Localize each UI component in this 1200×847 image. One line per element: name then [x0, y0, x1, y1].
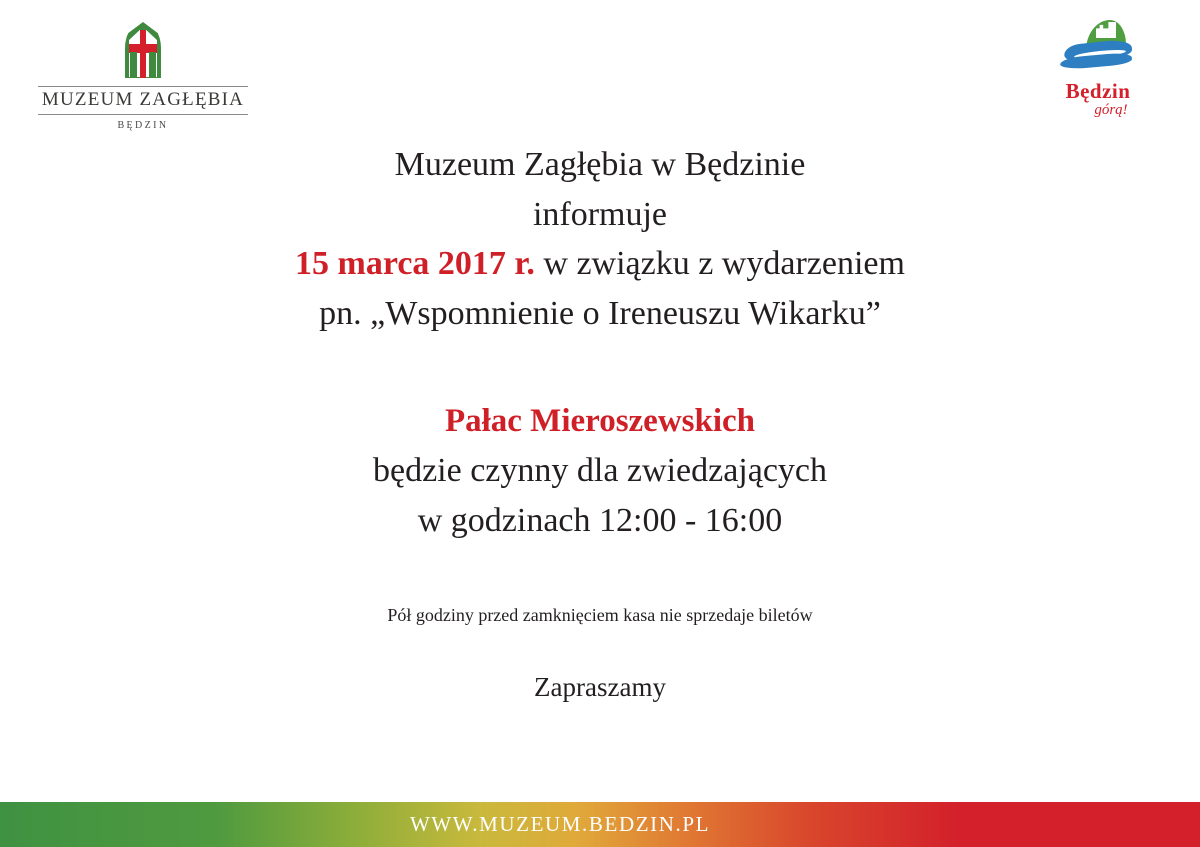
bedzin-castle-hill-icon [1056, 20, 1140, 78]
announcement-body [0, 140, 1200, 703]
website-url[interactable]: WWW.MUZEUM.BEDZIN.PL [409, 812, 711, 836]
museum-logo-city: BĘDZIN [117, 119, 169, 131]
spacer [0, 339, 1200, 397]
venue-name: Pałac Mieroszewskich [444, 402, 756, 439]
announcement-hours: w godzinach 12:00 - 16:00 [417, 501, 783, 539]
announcement-line-2: informuje [532, 195, 668, 233]
footer-bar [0, 802, 1200, 847]
gothic-window-icon-column-left [130, 52, 137, 78]
city-logo-slogan: górą! [1094, 102, 1128, 118]
gothic-window-icon [116, 22, 170, 80]
museum-logo [38, 22, 248, 131]
ticket-office-note: Pół godziny przed zamknięciem kasa nie sprzedaje biletów [387, 605, 813, 626]
gothic-window-icon-column-right [149, 52, 156, 78]
announcement-line-4: pn. „Wspomnienie o Ireneuszu Wikarku” [319, 294, 881, 332]
announcement-line-3-rest: w związku z wydarzeniem [534, 245, 905, 283]
museum-logo-name: MUZEUM ZAGŁĘBIA [38, 86, 248, 115]
invitation-text: Zapraszamy [534, 672, 666, 703]
announcement-date: 15 marca 2017 r. [295, 245, 535, 283]
announcement-line-5: będzie czynny dla zwiedzających [372, 452, 828, 489]
announcement-line-3 [0, 239, 1200, 289]
city-logo-name: Będzin [1065, 79, 1131, 103]
announcement-line-1: Muzeum Zagłębia w Będzinie [394, 146, 806, 183]
gothic-window-icon-column-middle [140, 30, 146, 78]
city-logo [1038, 20, 1158, 119]
